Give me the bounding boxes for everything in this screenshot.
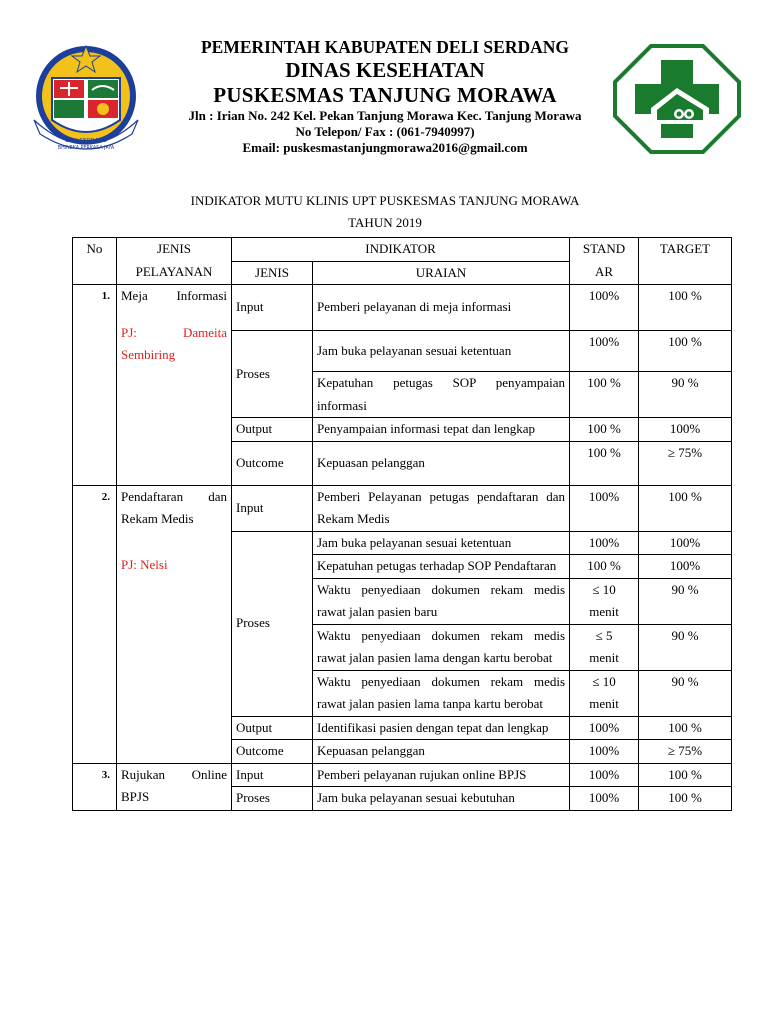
- standar-cell: 100 %: [570, 418, 639, 442]
- uraian-cell: Jam buka pelayanan sesuai ketentuan: [313, 531, 570, 555]
- standar-cell: 100 %: [570, 372, 639, 418]
- standar-unit: menit: [589, 604, 619, 619]
- government-name: PEMERINTAH KABUPATEN DELI SERDANG: [200, 37, 570, 57]
- service-name-part: Online: [191, 766, 227, 782]
- standar-unit: menit: [589, 650, 619, 665]
- target-cell: ≥ 75%: [639, 740, 732, 764]
- target-cell: 90 %: [639, 624, 732, 670]
- jenis-cell: Output: [232, 418, 313, 442]
- header-jenis-pelayanan-2: PELAYANAN: [135, 263, 213, 279]
- target-cell: 100%: [639, 555, 732, 579]
- document-title-block: [80, 190, 690, 234]
- uraian-cell: Identifikasi pasien dengan tepat dan lengkap: [313, 716, 570, 740]
- target-cell: 100 %: [639, 485, 732, 531]
- pj-part: Dameita: [182, 324, 227, 340]
- puskesmas-cross-logo-icon: [613, 44, 741, 154]
- header-standar-2: AR: [594, 263, 614, 279]
- section-no: 3.: [73, 763, 117, 810]
- standar-cell: 100%: [570, 763, 639, 787]
- uraian-cell: Pemberi pelayanan rujukan online BPJS: [313, 763, 570, 787]
- service-name-part: dan: [208, 488, 227, 504]
- standar-unit: menit: [589, 696, 619, 711]
- target-cell: 90 %: [639, 670, 732, 716]
- header-jenis-pelayanan-1: JENIS: [157, 241, 191, 256]
- standar-cell: 100%: [570, 485, 639, 531]
- standar-cell: 100%: [570, 787, 639, 811]
- header-row: [73, 238, 732, 262]
- uraian-cell: Penyampaian informasi tepat dan lengkap: [313, 418, 570, 442]
- service-name: [121, 486, 227, 509]
- pj-name: [121, 322, 227, 345]
- letterhead: [0, 0, 768, 160]
- standar-value: ≤ 10: [592, 581, 616, 597]
- table-row: [73, 285, 732, 331]
- service-name-2: Rekam Medis: [121, 511, 194, 526]
- service-name-part: Rujukan: [121, 766, 166, 782]
- standar-cell: 100%: [570, 331, 639, 372]
- indicator-table: [72, 237, 732, 811]
- header-standar-1: STAND: [582, 241, 626, 256]
- service-name-part: Informasi: [176, 288, 227, 303]
- uraian-cell: Pemberi Pelayanan petugas pendaftaran dan Rekam Medis: [313, 485, 570, 531]
- standar-cell: 100 %: [570, 555, 639, 579]
- target-cell: 100 %: [639, 285, 732, 331]
- standar-cell: [570, 670, 639, 716]
- uraian-cell: Jam buka pelayanan sesuai kebutuhan: [313, 787, 570, 811]
- uraian-cell: Kepuasan pelanggan: [313, 441, 570, 485]
- standar-cell: 100%: [570, 740, 639, 764]
- uraian-cell: Waktu penyediaan dokumen rekam medis rawat jalan pasien baru: [313, 578, 570, 624]
- target-cell: 100 %: [639, 716, 732, 740]
- jenis-cell: Input: [232, 485, 313, 531]
- standar-value: ≤ 5: [595, 627, 613, 643]
- emblem-text-2: BHINEKA PERKASA JAYA: [57, 146, 115, 151]
- address-line: Jln : Irian No. 242 Kel. Pekan Tanjung Morawa Kec. Tanjung Morawa: [188, 108, 582, 123]
- target-cell: 100%: [639, 531, 732, 555]
- puskesmas-name: PUSKESMAS TANJUNG MORAWA: [213, 83, 557, 107]
- uraian-cell: Pemberi pelayanan di meja informasi: [313, 285, 570, 331]
- service-name-2: BPJS: [121, 789, 150, 804]
- jenis-cell: Proses: [232, 787, 313, 811]
- standar-cell: [570, 624, 639, 670]
- jenis-cell: Proses: [232, 531, 313, 716]
- header-indikator: INDIKATOR: [232, 238, 570, 262]
- target-cell: 100 %: [639, 787, 732, 811]
- jenis-cell: Input: [232, 285, 313, 331]
- phone-line: No Telepon/ Fax : (061-7940997): [295, 124, 475, 139]
- uraian-cell: Kepuasan pelanggan: [313, 740, 570, 764]
- target-cell: 100 %: [639, 331, 732, 372]
- service-name: [121, 285, 227, 308]
- standar-cell: [570, 578, 639, 624]
- header-no: No: [73, 238, 117, 285]
- jenis-cell: Output: [232, 716, 313, 740]
- email-line: Email: puskesmastanjungmorawa2016@gmail.com: [242, 140, 528, 155]
- jenis-cell: Input: [232, 763, 313, 787]
- target-cell: 90 %: [639, 372, 732, 418]
- emblem-text-1: DELI SERDANG: [65, 138, 107, 144]
- target-cell: 100 %: [639, 763, 732, 787]
- header-standar: [570, 238, 639, 285]
- table-row: [73, 485, 732, 531]
- service-name-part: Pendaftaran: [121, 488, 184, 504]
- uraian-cell: Jam buka pelayanan sesuai ketentuan: [313, 331, 570, 372]
- pj-name-2: Sembiring: [121, 347, 176, 362]
- service-name: [121, 764, 227, 787]
- header-target: TARGET: [639, 238, 732, 285]
- standar-cell: 100%: [570, 285, 639, 331]
- uraian-cell: Waktu penyediaan dokumen rekam medis rawat jalan pasien lama dengan kartu berobat: [313, 624, 570, 670]
- section-no: 1.: [73, 285, 117, 486]
- standar-cell: 100%: [570, 531, 639, 555]
- deli-serdang-emblem-icon: [30, 38, 142, 156]
- jenis-cell: Outcome: [232, 441, 313, 485]
- agency-name: DINAS KESEHATAN: [285, 58, 485, 82]
- target-cell: 90 %: [639, 578, 732, 624]
- standar-value: ≤ 10: [592, 673, 616, 689]
- service-cell: [117, 763, 232, 810]
- uraian-cell: Kepatuhan petugas terhadap SOP Pendaftaran: [313, 555, 570, 579]
- target-cell: 100%: [639, 418, 732, 442]
- jenis-cell: Outcome: [232, 740, 313, 764]
- table-row: [73, 763, 732, 787]
- service-cell: [117, 285, 232, 486]
- standar-cell: 100 %: [570, 441, 639, 485]
- standar-cell: 100%: [570, 716, 639, 740]
- service-cell: [117, 485, 232, 763]
- letterhead-text: [150, 36, 620, 156]
- pj-part: PJ:: [121, 324, 137, 340]
- target-cell: ≥ 75%: [639, 441, 732, 485]
- uraian-cell: Kepatuhan petugas SOP penyampaian informasi: [313, 372, 570, 418]
- header-jenis-pelayanan: [117, 238, 232, 285]
- document-title: INDIKATOR MUTU KLINIS UPT PUSKESMAS TANJUNG MORAWA: [190, 193, 580, 208]
- section-no: 2.: [73, 485, 117, 763]
- header-uraian: URAIAN: [313, 261, 570, 285]
- service-name-part: Meja: [121, 288, 148, 303]
- header-jenis: JENIS: [232, 261, 313, 285]
- jenis-cell: Proses: [232, 331, 313, 418]
- document-year: TAHUN 2019: [348, 215, 422, 230]
- uraian-cell: Waktu penyediaan dokumen rekam medis rawat jalan pasien lama tanpa kartu berobat: [313, 670, 570, 716]
- pj-name: PJ: Nelsi: [121, 556, 168, 572]
